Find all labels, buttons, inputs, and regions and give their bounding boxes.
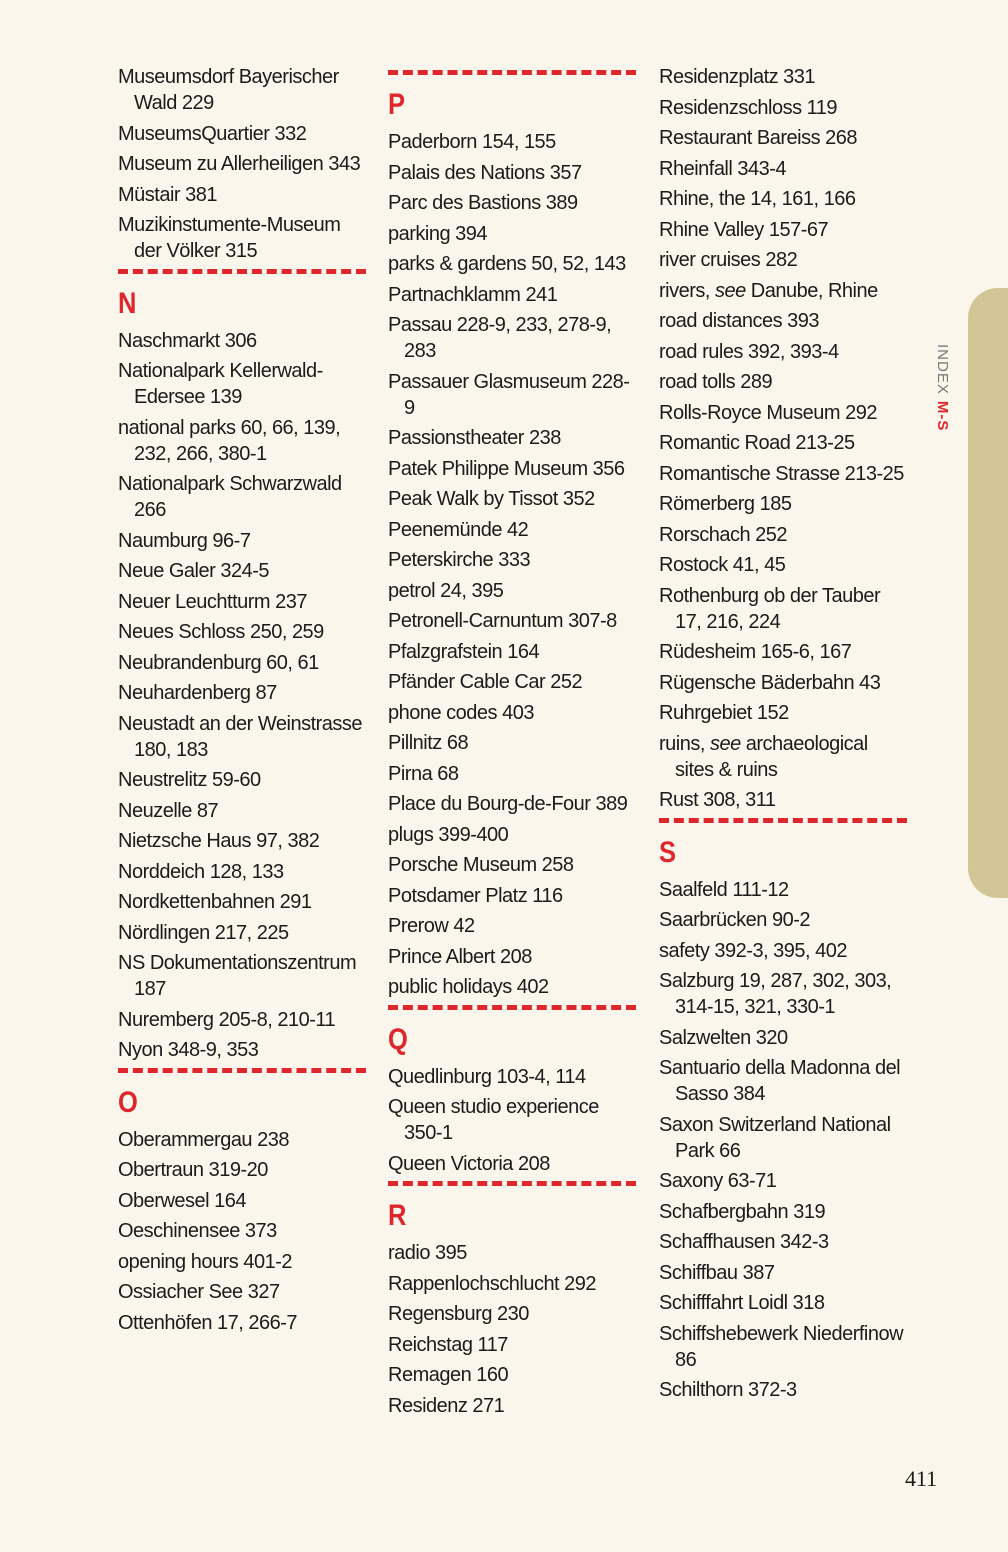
section-divider (118, 1068, 366, 1073)
index-entry: plugs 399-400 (388, 823, 509, 846)
index-entry: Saxony 63-71 (659, 1170, 777, 1192)
entry-term: ruins, (659, 732, 710, 755)
entry-see: see (709, 732, 741, 755)
index-entry: Muzikinstumente-Museum der Völker 315 (118, 214, 341, 262)
index-entry: Rhine, the 14, 161, 166 (659, 188, 856, 210)
index-entry: petrol 24, 395 (388, 579, 504, 602)
index-entry: Naumburg 96-7 (118, 529, 251, 552)
index-entry: Neustadt an der Weinstrasse 180, 183 (118, 712, 363, 761)
index-entry: Paderborn 154, 155 (388, 131, 556, 153)
index-entry: radio 395 (388, 1242, 467, 1264)
index-entry: safety 392-3, 395, 402 (659, 939, 848, 962)
index-entry: Rolls-Royce Museum 292 (659, 401, 877, 424)
index-entry: Palais des Nations 357 (388, 161, 582, 184)
index-entry: Rheinfall 343-4 (659, 157, 787, 180)
index-entry: Schiffshebewerk Niederfinow 86 (659, 1322, 904, 1371)
index-entry (659, 278, 909, 304)
index-entry: Rügensche Bäderbahn 43 (659, 671, 881, 694)
index-entry: MuseumsQuartier 332 (118, 122, 307, 145)
index-entry: Porsche Museum 258 (388, 854, 574, 876)
index-entry: NS Dokumentationszentrum 187 (118, 952, 357, 1000)
index-entry: Petronell-Carnuntum 307-8 (388, 610, 617, 632)
section-divider (388, 1005, 636, 1010)
entry-reference: Danube, Rhine (745, 279, 878, 302)
index-entry: Nuremberg 205-8, 210-11 (118, 1008, 336, 1031)
index-entry: road distances 393 (659, 310, 820, 332)
section-letter: N (118, 286, 137, 320)
index-entry: Peenemünde 42 (388, 518, 529, 541)
index-entry: Romantic Road 213-25 (659, 432, 855, 454)
index-entry: Nyon 348-9, 353 (118, 1039, 259, 1061)
index-entry: Reichstag 117 (388, 1333, 508, 1356)
index-entry: Salzburg 19, 287, 302, 303, 314-15, 321, 330-1 (659, 970, 892, 1018)
entry-reference: archaeological sites & ruins (675, 732, 868, 781)
index-entry: Passau 228-9, 233, 278-9, 283 (388, 314, 612, 362)
index-entry: Residenz 271 (388, 1394, 505, 1417)
index-entry: Quedlinburg 103-4, 114 (388, 1065, 586, 1088)
index-entry: Oberwesel 164 (118, 1189, 247, 1212)
index-column-1 (118, 64, 368, 1340)
index-entry: Saarbrücken 90-2 (659, 909, 810, 931)
index-entry: Nationalpark Kellerwald-Edersee 139 (118, 360, 323, 408)
index-entry: Oberammergau 238 (118, 1128, 289, 1151)
section-divider (118, 269, 366, 274)
index-entry: Naschmarkt 306 (118, 329, 257, 352)
section-letter: S (659, 835, 677, 869)
index-entry (659, 731, 909, 783)
index-entry: Pfalzgrafstein 164 (388, 640, 540, 663)
index-entry: Ruhrgebiet 152 (659, 702, 789, 724)
index-entry: Santuario della Madonna del Sasso 384 (659, 1057, 901, 1105)
index-entry: Schafbergbahn 319 (659, 1200, 826, 1223)
index-entry: Nordkettenbahnen 291 (118, 891, 312, 913)
index-entry: Schiffbau 387 (659, 1261, 775, 1284)
index-entry: Queen studio experience 350-1 (388, 1096, 599, 1144)
index-entry: Romantische Strasse 213-25 (659, 462, 904, 485)
index-entry: Patek Philippe Museum 356 (388, 457, 625, 480)
entry-see: see (715, 279, 746, 302)
index-entry: Residenzschloss 119 (659, 96, 838, 119)
index-entry: Norddeich 128, 133 (118, 860, 284, 883)
index-entry: Neuer Leuchtturm 237 (118, 590, 308, 613)
index-entry: Passauer Glasmuseum 228-9 (388, 370, 630, 419)
index-entry: road tolls 289 (659, 371, 773, 393)
index-entry: Regensburg 230 (388, 1303, 529, 1325)
index-entry: Neustrelitz 59-60 (118, 769, 261, 791)
index-entry: Rappenlochschlucht 292 (388, 1272, 597, 1295)
page-number: 411 (905, 1466, 938, 1491)
index-entry: Ossiacher See 327 (118, 1281, 280, 1303)
index-entry: Rothenburg ob der Tauber 17, 216, 224 (659, 584, 881, 633)
index-entry: Saalfeld 111-12 (659, 878, 789, 901)
entry-term: rivers, (659, 279, 715, 302)
index-entry: Rhine Valley 157-67 (659, 218, 829, 241)
index-entry: Pillnitz 68 (388, 732, 469, 754)
section-divider (388, 70, 636, 75)
index-entry: Peak Walk by Tissot 352 (388, 488, 595, 510)
index-entry: Museumsdorf Bayerischer Wald 229 (118, 66, 339, 114)
index-entry: Residenzplatz 331 (659, 66, 816, 88)
thumb-tab (968, 288, 1008, 898)
index-entry: Prerow 42 (388, 915, 475, 937)
index-side-label (934, 344, 960, 444)
index-entry: Restaurant Bareiss 268 (659, 127, 858, 149)
index-entry: river cruises 282 (659, 249, 798, 271)
index-entry: opening hours 401-2 (118, 1250, 292, 1273)
index-entry: Schilthorn 372-3 (659, 1379, 797, 1401)
index-entry: Pfänder Cable Car 252 (388, 671, 583, 693)
index-entry: Prince Albert 208 (388, 945, 532, 968)
index-entry: Schaffhausen 342-3 (659, 1231, 829, 1253)
section-divider (388, 1181, 636, 1186)
index-entry: Pirna 68 (388, 762, 459, 785)
index-entry: Museum zu Allerheiligen 343 (118, 153, 361, 175)
index-entry: parking 394 (388, 222, 488, 245)
index-entry: Nietzsche Haus 97, 382 (118, 830, 320, 852)
index-entry: Römerberg 185 (659, 493, 792, 515)
index-entry: parks & gardens 50, 52, 143 (388, 253, 626, 275)
index-entry: Nationalpark Schwarzwald 266 (118, 473, 342, 521)
index-entry: Oeschinensee 373 (118, 1220, 277, 1242)
index-entry: Neuhardenberg 87 (118, 682, 277, 704)
index-column-2 (388, 64, 638, 1423)
index-entry: Salzwelten 320 (659, 1026, 788, 1049)
index-entry: Parc des Bastions 389 (388, 192, 578, 214)
index-word: INDEX (934, 344, 951, 395)
index-entry: Ottenhöfen 17, 266-7 (118, 1311, 298, 1334)
index-entry: Passionstheater 238 (388, 427, 561, 449)
index-entry: Schifffahrt Loidl 318 (659, 1292, 825, 1314)
index-entry: Rust 308, 311 (659, 789, 776, 811)
index-range: M-S (934, 400, 951, 432)
index-entry: Queen Victoria 208 (388, 1152, 550, 1175)
index-column-3 (659, 64, 909, 1408)
section-divider (659, 818, 907, 823)
index-entry: public holidays 402 (388, 976, 549, 998)
index-entry: Rüdesheim 165-6, 167 (659, 641, 852, 663)
index-entry: Saxon Switzerland National Park 66 (659, 1113, 891, 1162)
index-entry: Place du Bourg-de-Four 389 (388, 793, 628, 815)
section-letter: P (388, 88, 406, 121)
index-entry: Rorschach 252 (659, 523, 788, 546)
index-entry: Neuzelle 87 (118, 799, 219, 822)
index-entry: national parks 60, 66, 139, 232, 266, 380-1 (118, 416, 341, 465)
index-entry: Neue Galer 324-5 (118, 560, 269, 582)
index-entry: Peterskirche 333 (388, 549, 531, 571)
section-letter: O (118, 1085, 138, 1119)
section-letter: Q (388, 1022, 408, 1056)
index-entry: Potsdamer Platz 116 (388, 884, 563, 907)
index-entry: Remagen 160 (388, 1364, 509, 1386)
index-entry: Rostock 41, 45 (659, 554, 786, 576)
index-entry: Nördlingen 217, 225 (118, 921, 289, 944)
index-entry: Partnachklamm 241 (388, 283, 558, 306)
index-entry: Müstair 381 (118, 183, 217, 206)
index-entry: Neubrandenburg 60, 61 (118, 651, 319, 674)
index-entry: phone codes 403 (388, 701, 534, 724)
index-entry: Neues Schloss 250, 259 (118, 621, 324, 643)
index-entry: Obertraun 319-20 (118, 1159, 268, 1181)
section-letter: R (388, 1199, 407, 1232)
index-entry: road rules 392, 393-4 (659, 340, 839, 363)
